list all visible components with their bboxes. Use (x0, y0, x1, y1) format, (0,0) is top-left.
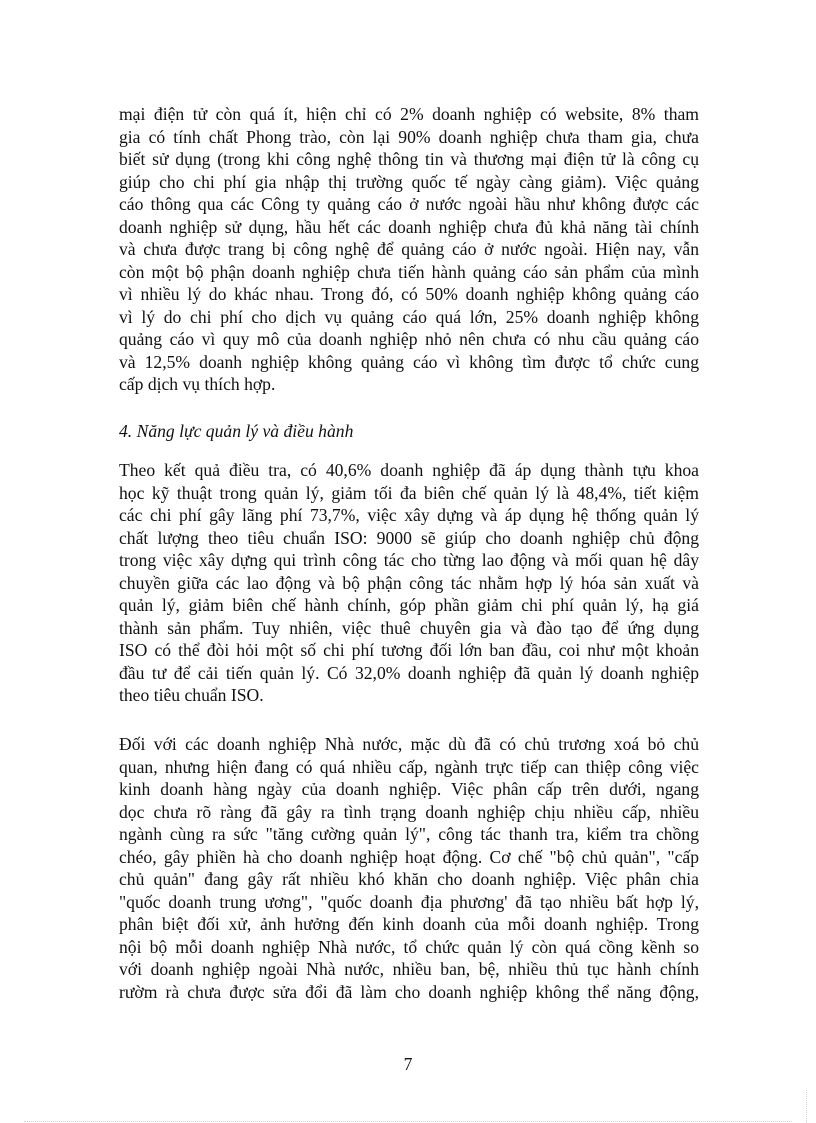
page-number: 7 (403, 1054, 413, 1074)
text-line: thành sản phẩm. Tuy nhiên, việc thuê chuyên gia và đào tạo để ứng dụng (119, 617, 699, 638)
paragraph-management-survey (119, 459, 699, 707)
text-line: dọc chưa rõ ràng đã gây ra tình trạng doanh nghiệp chịu nhiều cấp, nhiều (119, 801, 699, 822)
text-line: quan, nhưng hiện đang có quá nhiều cấp, ngành trực tiếp can thiệp công việc (119, 756, 699, 777)
text-line: chéo, gây phiền hà cho doanh nghiệp hoạt động. Cơ chế "bộ chủ quản", "cấp (119, 846, 699, 867)
text-line: đầu tư để cải tiến quản lý. Có 32,0% doanh nghiệp đã quản lý doanh nghiệp (119, 662, 699, 683)
text-line: phân biệt đối xử, ảnh hưởng đến kinh doanh của mỗi doanh nghiệp. Trong (119, 914, 699, 934)
text-line: Đối với các doanh nghiệp Nhà nước, mặc dù đã có chủ trương xoá bỏ chủ (119, 734, 699, 754)
text-line: học kỹ thuật trong quản lý, giảm tối đa biên chế quản lý là 48,4%, tiết kiệm (119, 482, 699, 503)
text-line: chuyền giữa các lao động và bộ phận công tác nhằm hợp lý hóa sản xuất và (119, 572, 699, 593)
text-line: mại điện tử còn quá ít, hiện chỉ có 2% doanh nghiệp có website, 8% tham (119, 104, 699, 124)
text-line: còn một bộ phận doanh nghiệp chưa tiến hành quảng cáo sản phẩm của mình (119, 261, 699, 282)
paragraph-state-enterprises (119, 733, 699, 1003)
text-line: cấp dịch vụ thích hợp. (119, 374, 276, 394)
text-line: và 12,5% doanh nghiệp không quảng cáo vì không tìm được tổ chức cung (119, 351, 699, 372)
text-line: nội bộ mỗi doanh nghiệp Nhà nước, tổ chức quản lý còn quá cồng kềnh so (119, 936, 699, 957)
text-line: chủ quản" đang gây rất nhiều khó khăn cho doanh nghiệp. Việc phân chia (119, 869, 699, 889)
text-line: giúp cho chi phí gia nhập thị trường quốc tế ngày càng giảm). Việc quảng (119, 171, 699, 192)
text-line: "quốc doanh trung ương", "quốc doanh địa phương' đã tạo nhiều bất hợp lý, (119, 891, 699, 912)
text-line: ISO có thể đòi hỏi một số chi phí tương đối lớn ban đầu, coi như một khoản (119, 640, 699, 660)
section-heading: 4. Năng lực quản lý và điều hành (119, 421, 354, 441)
text-line: cáo thông qua các Công ty quảng cáo ở nước ngoài hầu như không được các (119, 194, 699, 214)
text-line: theo tiêu chuẩn ISO. (119, 685, 264, 705)
text-line: chất lượng theo tiêu chuẩn ISO: 9000 sẽ giúp cho doanh nghiệp chủ động (119, 527, 699, 548)
paragraph-ecommerce-advertising (119, 103, 699, 396)
text-line: doanh nghiệp sử dụng, hầu hết các doanh nghiệp chưa đủ khả năng tài chính (119, 216, 699, 237)
text-line: quản lý, giảm biên chế hành chính, góp phần giảm chi phí quản lý, hạ giá (119, 595, 699, 615)
text-line: các chi phí gây lãng phí 73,7%, việc xây dựng và áp dụng hệ thống quản lý (119, 505, 699, 525)
text-line: vì lý do chi phí cho dịch vụ quảng cáo quá lớn, 25% doanh nghiệp không (119, 306, 699, 327)
page-bottom-divider (24, 1121, 792, 1122)
text-line: và chưa được trang bị công nghệ để quảng cáo ở nước ngoài. Hiện nay, vẫn (119, 239, 699, 259)
text-line: trong việc xây dựng qui trình công tác cho từng lao động và mối quan hệ dây (119, 550, 699, 570)
text-line: gia có tính chất Phong trào, còn lại 90% doanh nghiệp chưa tham gia, chưa (119, 126, 699, 147)
text-line: với doanh nghiệp ngoài Nhà nước, nhiều ban, bệ, nhiều thủ tục hành chính (119, 959, 699, 979)
text-line: biết sử dụng (trong khi công nghệ thông tin và thương mại điện tử là công cụ (119, 149, 699, 169)
text-line: quảng cáo vì quy mô của doanh nghiệp nhỏ nên chưa có nhu cầu quảng cáo (119, 329, 699, 349)
page-side-divider (806, 1090, 807, 1123)
text-line: vì nhiều lý do khác nhau. Trong đó, có 50% doanh nghiệp không quảng cáo (119, 284, 699, 304)
text-line: rườm rà chưa được sửa đổi đã làm cho doanh nghiệp không thể năng động, (119, 981, 699, 1002)
text-line: ngành cùng ra sức "tăng cường quản lý", công tác thanh tra, kiểm tra chồng (119, 824, 699, 844)
text-line: kinh doanh hàng ngày của doanh nghiệp. Việc phân cấp trên dưới, ngang (119, 779, 699, 799)
text-line: Theo kết quả điều tra, có 40,6% doanh nghiệp đã áp dụng thành tựu khoa (119, 460, 699, 480)
